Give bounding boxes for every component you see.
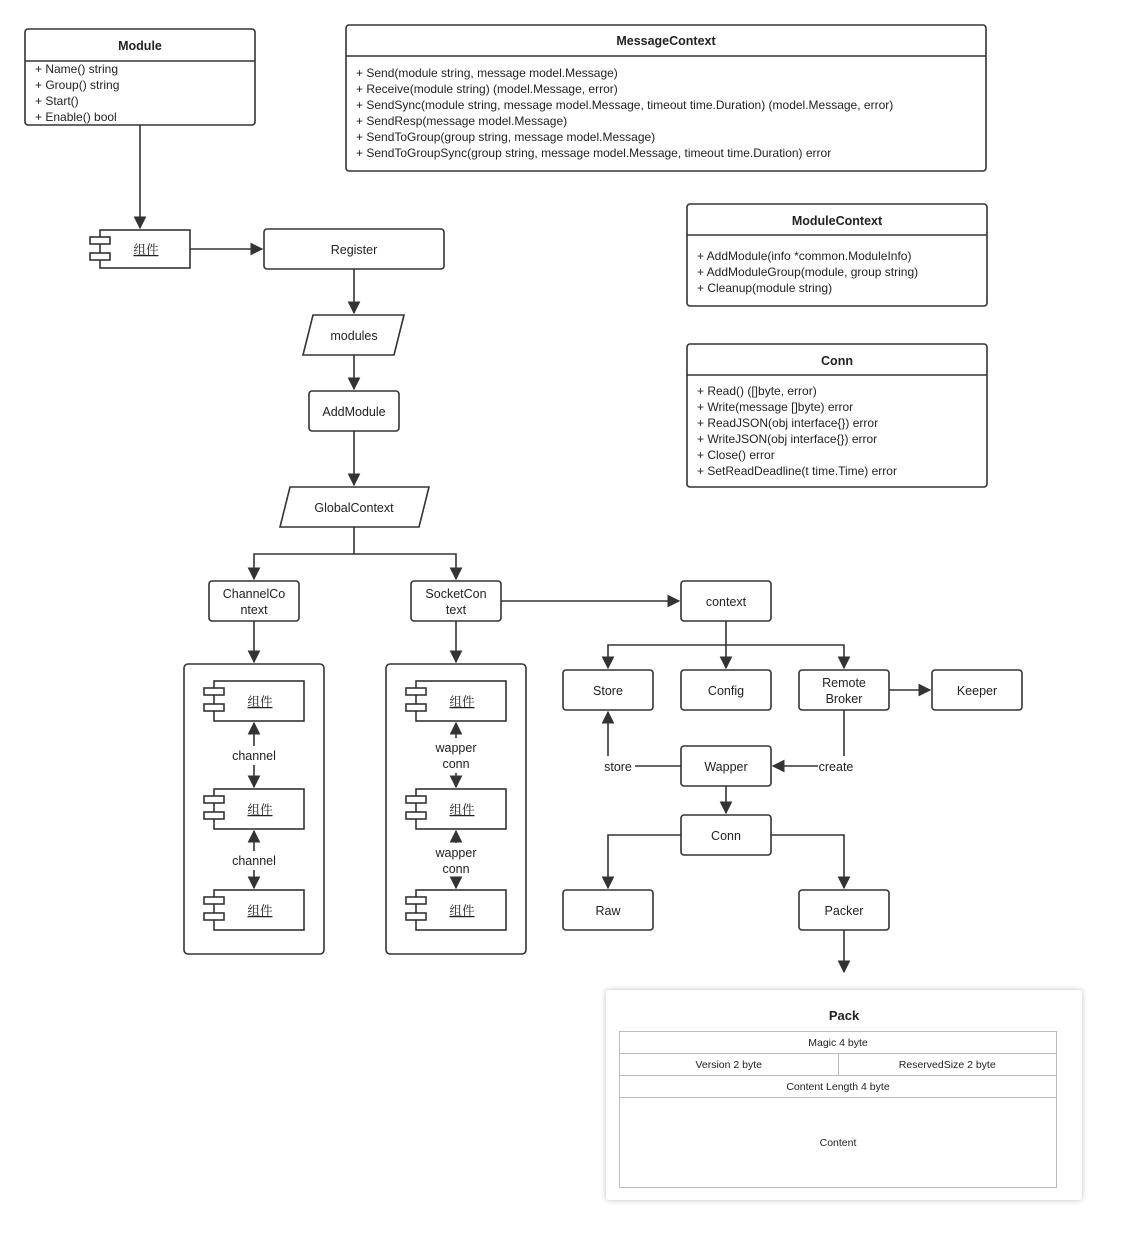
- message-context-class-box: [346, 25, 986, 171]
- message-context-method: + Receive(module string) (model.Message, error): [356, 82, 618, 96]
- component-node: [406, 890, 506, 930]
- register-node: [264, 229, 444, 269]
- component-node: [204, 789, 304, 829]
- conn-node: [681, 815, 771, 855]
- modules-node: [303, 315, 404, 355]
- global-context-node: [280, 487, 429, 527]
- remote-broker-node: [799, 670, 889, 710]
- svg-text:组件: 组件: [247, 803, 273, 817]
- svg-text:Wapper: Wapper: [704, 760, 748, 774]
- svg-text:GlobalContext: GlobalContext: [314, 501, 394, 515]
- component-node: [406, 681, 506, 721]
- svg-text:SocketCon: SocketCon: [425, 587, 487, 601]
- svg-text:组件: 组件: [247, 904, 273, 918]
- conn-method: + Write(message []byte) error: [697, 400, 854, 414]
- module-context-method: + Cleanup(module string): [697, 281, 833, 295]
- conn-class-title: Conn: [821, 354, 853, 368]
- raw-node: [563, 890, 653, 930]
- edge-label-wapper: wapper: [435, 846, 477, 860]
- module-context-title: ModuleContext: [791, 214, 883, 228]
- svg-text:Store: Store: [593, 684, 623, 698]
- component-label: 组件: [133, 243, 159, 257]
- svg-text:context: context: [705, 595, 747, 609]
- svg-text:ChannelCo: ChannelCo: [222, 587, 286, 601]
- conn-method: + Close() error: [697, 448, 775, 462]
- edge-global-to-socketcontext: [354, 554, 456, 579]
- svg-text:Keeper: Keeper: [956, 684, 998, 698]
- add-module-node: [309, 391, 399, 431]
- svg-text:组件: 组件: [449, 695, 475, 709]
- component-node: [90, 230, 190, 268]
- edge-label-conn: conn: [442, 862, 470, 876]
- store-node: [563, 670, 653, 710]
- message-context-title: MessageContext: [616, 34, 716, 48]
- module-method: + Name() string: [35, 62, 119, 76]
- svg-text:text: text: [445, 603, 467, 617]
- message-context-method: + SendSync(module string, message model.Message, timeout time.Duration) (model.Message, error): [356, 98, 894, 112]
- pack-table: [619, 1031, 1057, 1188]
- module-class-box: [25, 29, 255, 125]
- edge-label-wapper: wapper: [435, 741, 477, 755]
- pack-magic-cell: Magic 4 byte: [620, 1032, 1057, 1054]
- pack-structure-panel: [606, 990, 1082, 1200]
- component-node: [406, 789, 506, 829]
- edge-label-store: store: [604, 760, 632, 774]
- channel-components-container: [184, 664, 324, 954]
- pack-content-length-cell: Content Length 4 byte: [620, 1076, 1057, 1098]
- module-method: + Enable() bool: [35, 110, 117, 124]
- module-context-class-box: [687, 204, 987, 306]
- edge-label-conn: conn: [442, 757, 470, 771]
- edge-conn-to-packer: [771, 835, 844, 888]
- conn-method: + SetReadDeadline(t time.Time) error: [697, 464, 897, 478]
- message-context-method: + Send(module string, message model.Message): [356, 66, 618, 80]
- edge-label-create: create: [818, 760, 854, 774]
- conn-method: + WriteJSON(obj interface{}) error: [697, 432, 878, 446]
- svg-text:组件: 组件: [449, 803, 475, 817]
- conn-method: + Read() ([]byte, error): [697, 384, 817, 398]
- component-node: [204, 890, 304, 930]
- svg-text:Raw: Raw: [595, 904, 621, 918]
- svg-text:组件: 组件: [449, 904, 475, 918]
- svg-text:Conn: Conn: [711, 829, 741, 843]
- module-method: + Start(): [35, 94, 79, 108]
- component-node: [204, 681, 304, 721]
- conn-method: + ReadJSON(obj interface{}) error: [697, 416, 879, 430]
- edge-global-to-channelcontext: [254, 554, 354, 579]
- pack-reserved-cell: ReservedSize 2 byte: [838, 1054, 1057, 1076]
- svg-text:Config: Config: [707, 684, 745, 698]
- svg-text:AddModule: AddModule: [322, 405, 386, 419]
- keeper-node: [932, 670, 1022, 710]
- socket-context-node: [411, 581, 501, 621]
- svg-text:ntext: ntext: [240, 603, 268, 617]
- svg-text:组件: 组件: [247, 695, 273, 709]
- message-context-method: + SendToGroup(group string, message model.Message): [356, 130, 656, 144]
- module-method: + Group() string: [35, 78, 120, 92]
- message-context-method: + SendToGroupSync(group string, message model.Message, timeout time.Duration) error: [356, 146, 832, 160]
- module-context-method: + AddModuleGroup(module, group string): [697, 265, 919, 279]
- module-context-method: + AddModule(info *common.ModuleInfo): [697, 249, 912, 263]
- edge-context-to-remote-broker: [726, 645, 844, 668]
- svg-text:Remote: Remote: [822, 676, 866, 690]
- svg-text:Packer: Packer: [824, 904, 864, 918]
- socket-components-container: [386, 664, 526, 954]
- packer-node: [799, 890, 889, 930]
- edge-conn-to-raw: [608, 835, 681, 888]
- svg-text:Register: Register: [330, 243, 378, 257]
- edge-label-channel: channel: [232, 749, 276, 763]
- svg-text:Broker: Broker: [825, 692, 863, 706]
- svg-text:modules: modules: [330, 329, 378, 343]
- context-node: [681, 581, 771, 621]
- channel-context-node: [209, 581, 299, 621]
- pack-version-cell: Version 2 byte: [620, 1054, 839, 1076]
- message-context-method: + SendResp(message model.Message): [356, 114, 568, 128]
- pack-title: Pack: [828, 1008, 860, 1023]
- pack-content-cell: Content: [620, 1098, 1057, 1188]
- edge-context-to-store: [608, 645, 726, 668]
- conn-class-box: [687, 344, 987, 487]
- edge-label-channel: channel: [232, 854, 276, 868]
- config-node: [681, 670, 771, 710]
- module-class-title: Module: [118, 39, 162, 53]
- wapper-node: [681, 746, 771, 786]
